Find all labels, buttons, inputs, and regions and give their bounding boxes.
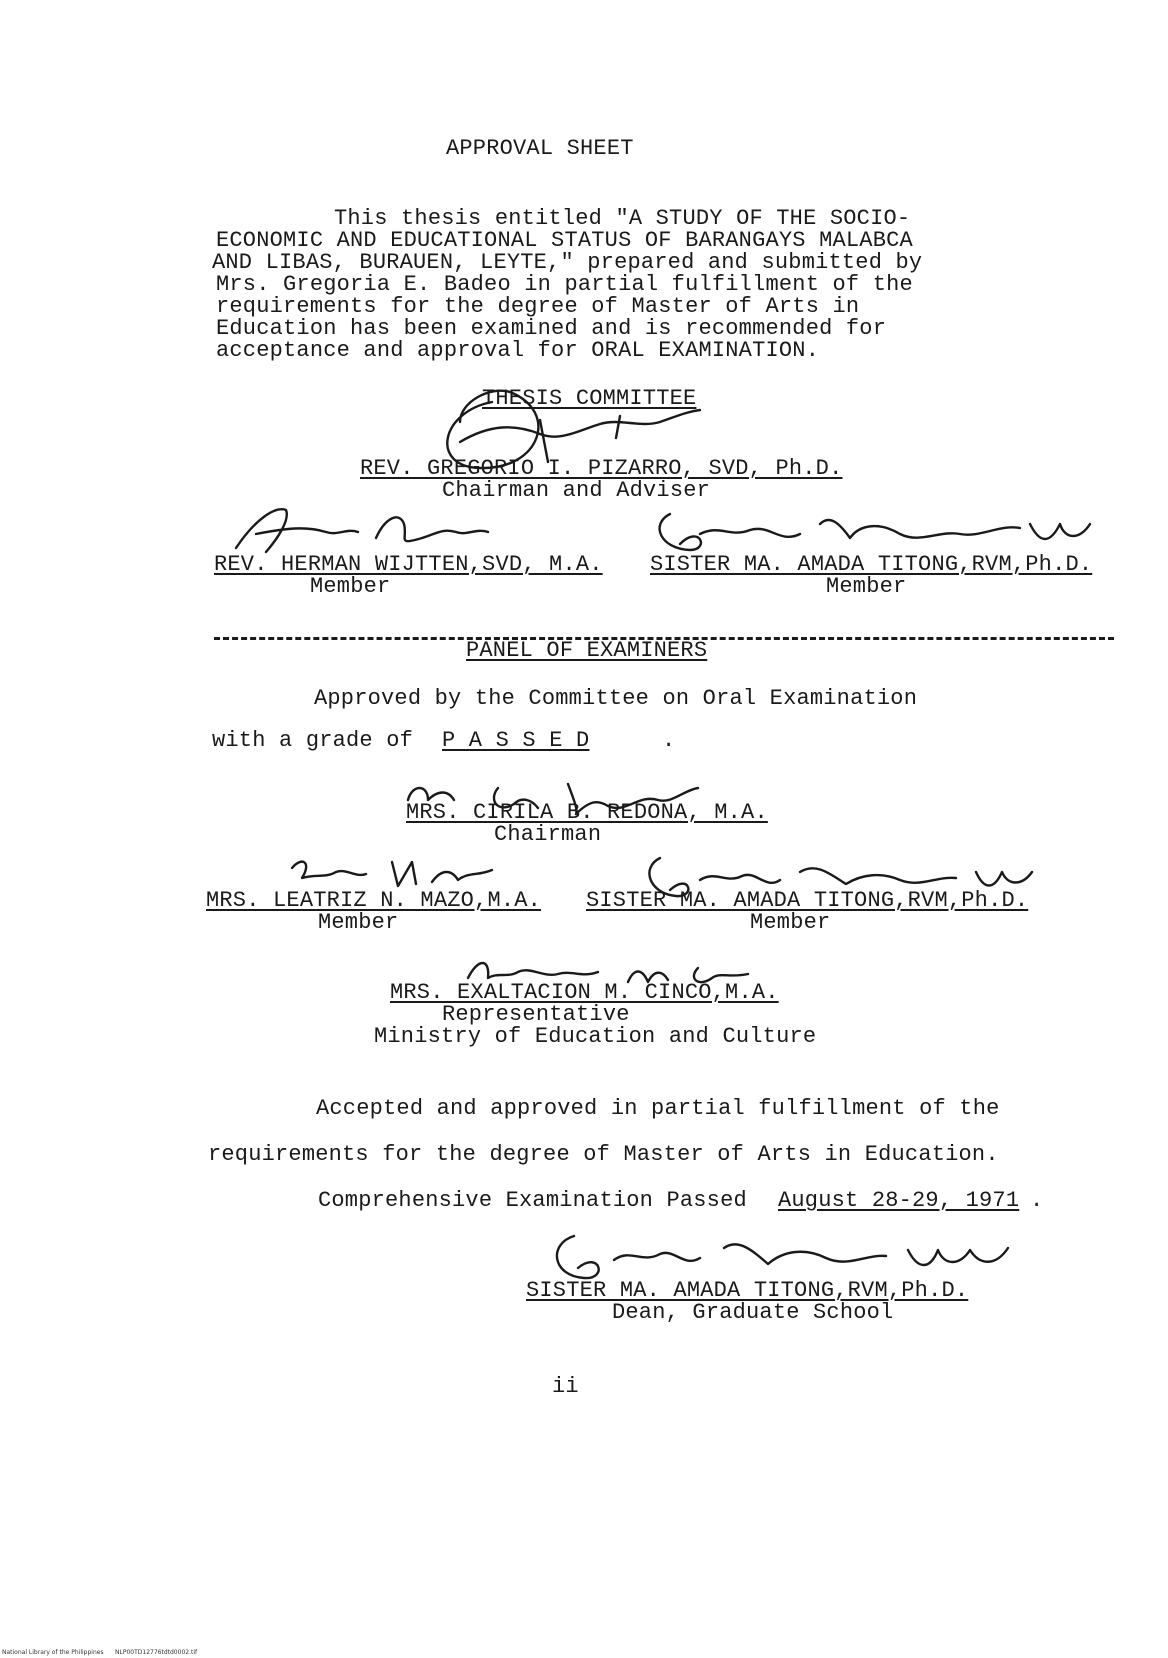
committee-member-left-role: Member [310, 574, 391, 599]
panel-approved-text: Approved by the Committee on Oral Examination [314, 686, 918, 711]
dean-name: SISTER MA. AMADA TITONG,RVM,Ph.D. [526, 1278, 969, 1303]
grade-suffix: . [662, 728, 676, 753]
footer-file: NLP00TD12776tdtd0002.tif [115, 1649, 198, 1656]
intro-line-2: ECONOMIC AND EDUCATIONAL STATUS OF BARANGAYS MALABCA [216, 228, 913, 253]
committee-chairman-name: REV. GREGORIO I. PIZARRO, SVD, Ph.D. [360, 456, 843, 481]
panel-heading: PANEL OF EXAMINERS [466, 638, 708, 663]
intro-line-3: AND LIBAS, BURAUEN, LEYTE," prepared and submitted by [212, 250, 923, 275]
panel-member-left-role: Member [318, 910, 399, 935]
intro-line-4: Mrs. Gregoria E. Badeo in partial fulfillment of the [216, 272, 913, 297]
intro-line-5: requirements for the degree of Master of Arts in [216, 294, 860, 319]
acceptance-line-1: Accepted and approved in partial fulfillment of the [316, 1096, 1000, 1121]
grade-value: P A S S E D [442, 728, 590, 753]
representative-role: Representative [442, 1002, 630, 1027]
page-number: ii [552, 1374, 579, 1399]
intro-line-1: This thesis entitled "A STUDY OF THE SOCIO- [334, 206, 911, 231]
committee-member-right-role: Member [826, 574, 907, 599]
comp-exam-suffix: . [1030, 1188, 1044, 1213]
intro-line-6: Education has been examined and is recommended for [216, 316, 887, 341]
wijtten-signature [226, 498, 516, 558]
committee-member-left-name: REV. HERMAN WIJTTEN,SVD, M.A. [214, 552, 603, 577]
footer-source [2, 1650, 197, 1656]
comp-exam-date: August 28-29, 1971 [778, 1188, 1020, 1213]
representative-name: MRS. EXALTACION M. CINCO,M.A. [390, 980, 779, 1005]
committee-chairman-role: Chairman and Adviser [442, 478, 711, 503]
thesis-committee-heading: THESIS COMMITTEE [482, 386, 697, 411]
acceptance-line-2: requirements for the degree of Master of Arts in Education. [208, 1142, 999, 1167]
panel-chairman-name: MRS. CIRILA B. REDONA, M.A. [406, 800, 768, 825]
panel-member-left-name: MRS. LEATRIZ N. MAZO,M.A. [206, 888, 542, 913]
page-title: APPROVAL SHEET [446, 136, 634, 161]
comp-exam-label: Comprehensive Examination Passed [318, 1188, 747, 1213]
panel-member-right-role: Member [750, 910, 831, 935]
panel-member-right-name: SISTER MA. AMADA TITONG,RVM,Ph.D. [586, 888, 1029, 913]
intro-line-7: acceptance and approval for ORAL EXAMINATION. [216, 338, 820, 363]
panel-chairman-role: Chairman [494, 822, 602, 847]
dean-role: Dean, Graduate School [612, 1300, 894, 1325]
footer-library: National Library of the Philippines [2, 1649, 104, 1656]
representative-org: Ministry of Education and Culture [374, 1024, 817, 1049]
grade-prefix: with a grade of [212, 728, 414, 753]
committee-member-right-name: SISTER MA. AMADA TITONG,RVM,Ph.D. [650, 552, 1093, 577]
